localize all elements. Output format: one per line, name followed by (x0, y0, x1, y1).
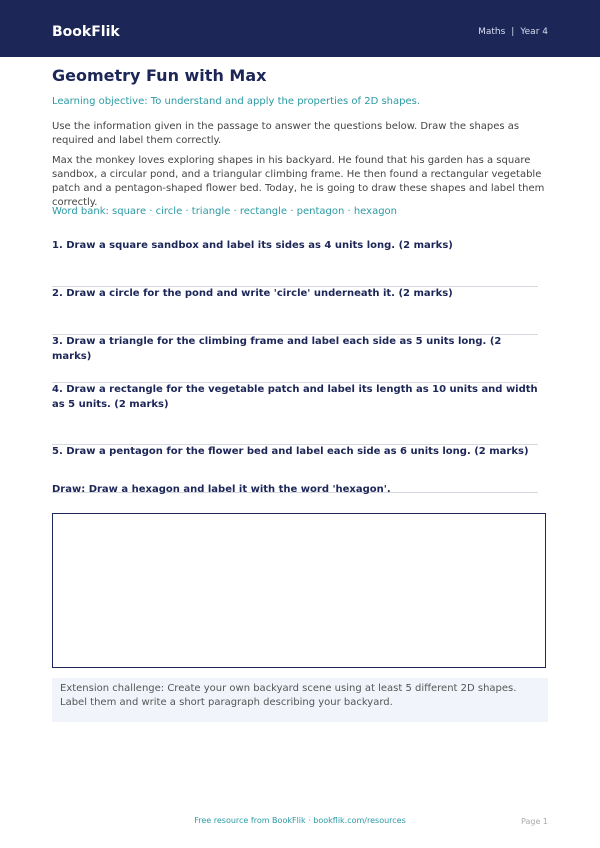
question-5: 5. Draw a pentagon for the flower bed and label each side as 6 units long. (2 marks) (52, 446, 529, 457)
question-2: 2. Draw a circle for the pond and write 'circle' underneath it. (2 marks) (52, 288, 453, 299)
question-1: 1. Draw a square sandbox and label its sides as 4 units long. (2 marks) (52, 240, 453, 251)
drawing-area[interactable] (52, 513, 546, 668)
instructions-text: Use the information given in the passage to answer the questions below. Draw the shapes as required and label them correctly. (52, 121, 520, 146)
learning-objective: Learning objective: To understand and apply the properties of 2D shapes. (52, 96, 421, 107)
subject-label: Maths (478, 27, 506, 37)
extension-challenge: Extension challenge: Create your own backyard scene using at least 5 different 2D shapes. Label them and write a short paragraph describing your backyard. (52, 678, 548, 722)
meta-separator: | (511, 27, 515, 37)
word-bank: Word bank: square · circle · triangle · rectangle · pentagon · hexagon (52, 206, 397, 217)
page-header (0, 0, 600, 57)
draw-prompt: Draw: Draw a hexagon and label it with the word 'hexagon'. (52, 484, 391, 495)
footer-link[interactable]: Free resource from BookFlik · bookflik.com/resources (194, 816, 406, 825)
year-label: Year 4 (520, 27, 548, 37)
brand-logo: BookFlik (52, 24, 120, 40)
page-number: Page 1 (521, 817, 548, 826)
passage-text: Max the monkey loves exploring shapes in his backyard. He found that his garden has a square sandbox, a circular pond, and a triangular climbing frame. He then found a rectangular vegetable patch and a pentagon-shaped flower bed. Today, he is going to draw these shapes and label them correctly. (52, 155, 545, 208)
question-4: 4. Draw a rectangle for the vegetable patch and label its length as 10 units and width as 5 units. (2 marks) (52, 384, 538, 410)
page-title: Geometry Fun with Max (52, 66, 267, 85)
header-meta (478, 27, 548, 37)
question-3: 3. Draw a triangle for the climbing frame and label each side as 5 units long. (2 marks) (52, 336, 502, 362)
